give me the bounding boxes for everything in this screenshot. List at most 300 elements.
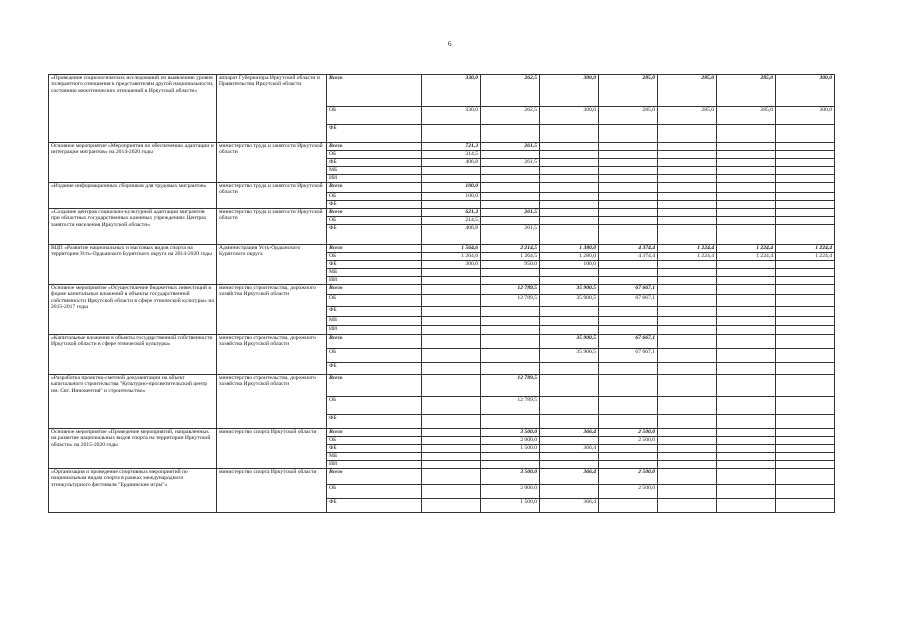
value-cell [481,317,540,326]
value-cell [658,201,717,209]
value-cell: 1 264,5 [481,253,540,261]
value-cell: 366,4 [540,469,599,485]
funding-source-cell: ОБ [327,217,422,225]
value-cell [717,363,776,375]
value-cell: 100,0 [422,193,481,201]
value-cell [658,461,717,469]
value-cell [776,453,835,461]
value-cell [540,375,599,397]
activity-name-cell: «Организация и проведение спортивных мероприятий по национальным видам спорта в рамках международного этнокультурного фестиваля "Ерднинские игры"» [49,469,217,513]
value-cell [658,453,717,461]
value-cell [599,167,658,175]
value-cell [776,317,835,326]
value-cell [422,363,481,375]
table-row [49,429,835,437]
value-cell [717,375,776,397]
value-cell: 2 500,0 [599,469,658,485]
value-cell: 1 224,4 [717,253,776,261]
value-cell [422,295,481,307]
table-row [49,75,835,107]
value-cell [599,277,658,285]
value-cell [658,183,717,193]
value-cell [776,429,835,437]
value-cell [776,261,835,269]
value-cell [717,415,776,429]
value-cell [422,485,481,499]
funding-source-cell: ОБ [327,349,422,363]
value-cell: 366,4 [540,429,599,437]
funding-source-cell: ФБ [327,363,422,375]
value-cell [717,201,776,209]
value-cell [776,307,835,317]
value-cell [540,143,599,151]
value-cell [599,151,658,159]
value-cell: 1 380,0 [540,245,599,253]
value-cell [658,317,717,326]
value-cell: 261,5 [481,159,540,167]
value-cell: 300,0 [540,107,599,125]
activity-name-cell: Основное мероприятие «Проведение мероприятий, направленных на развитие национальных видов спорта на территории Иркутской области» на 2015-2020 годы [49,429,217,469]
value-cell [422,307,481,317]
value-cell [540,277,599,285]
value-cell [422,453,481,461]
value-cell: 1 224,4 [776,245,835,253]
value-cell [658,485,717,499]
activity-name-cell: ВЦП «Развитие национальных и массовых видов спорта на территории Усть-Ордынского Бурятского округа на 2014-2020 годы [49,245,217,285]
value-cell [422,397,481,415]
value-cell [422,469,481,485]
value-cell [599,175,658,183]
value-cell [599,201,658,209]
value-cell [540,415,599,429]
value-cell [422,429,481,437]
value-cell: 330,0 [422,107,481,125]
funding-source-cell: ОБ [327,295,422,307]
table-row [49,335,835,349]
value-cell [599,326,658,335]
value-cell [776,193,835,201]
activity-name-cell: «Создание центров социально-культурной адаптации мигрантов при областных государственных казенных учреждениях Центрах занятости населения Иркутской области» [49,209,217,245]
value-cell [658,469,717,485]
value-cell [717,469,776,485]
value-cell [481,125,540,143]
table-row [49,469,835,485]
value-cell [422,125,481,143]
funding-source-cell: Всего [327,335,422,349]
value-cell: 300,0 [540,75,599,107]
value-cell [776,375,835,397]
value-cell [599,453,658,461]
value-cell [422,167,481,175]
value-cell [717,183,776,193]
value-cell [776,499,835,513]
value-cell [658,295,717,307]
value-cell [422,335,481,349]
value-cell [717,295,776,307]
value-cell [717,307,776,317]
value-cell [658,429,717,437]
value-cell: 406,8 [422,159,481,167]
value-cell: 285,0 [658,107,717,125]
value-cell [599,461,658,469]
executor-cell: Администрация Усть-Ордынского Бурятского округа [217,245,327,285]
funding-source-cell: Всего [327,375,422,397]
funding-source-cell: ОБ [327,437,422,445]
funding-source-cell: ФБ [327,307,422,317]
value-cell [481,307,540,317]
value-cell [658,167,717,175]
value-cell [776,285,835,295]
table-body [49,75,835,513]
value-cell [717,193,776,201]
value-cell: 261,5 [481,143,540,151]
value-cell [481,183,540,193]
value-cell [776,485,835,499]
funding-source-cell: Всего [327,183,422,193]
value-cell: 285,0 [658,75,717,107]
value-cell [540,151,599,159]
value-cell: 300,0 [776,75,835,107]
value-cell [776,201,835,209]
value-cell [776,159,835,167]
value-cell: 100,0 [422,183,481,193]
funding-source-cell: ОБ [327,193,422,201]
value-cell [481,175,540,183]
value-cell [658,415,717,429]
value-cell [540,193,599,201]
value-cell [717,445,776,453]
value-cell [422,349,481,363]
value-cell: 1 224,4 [717,245,776,253]
value-cell: 285,0 [717,75,776,107]
value-cell: 1 224,4 [658,253,717,261]
value-cell [717,461,776,469]
value-cell [599,269,658,277]
funding-source-cell: Всего [327,469,422,485]
value-cell [422,326,481,335]
activity-name-cell: «Издание информационных сборников для трудовых мигрантов» [49,183,217,209]
value-cell: 2 500,0 [599,429,658,437]
value-cell [658,277,717,285]
executor-cell: министерство строительства, дорожного хозяйства Иркутской области [217,375,327,429]
funding-source-cell: ФБ [327,125,422,143]
value-cell [717,326,776,335]
value-cell [540,453,599,461]
value-cell [540,175,599,183]
value-cell [717,317,776,326]
funding-source-cell: ОБ [327,485,422,499]
value-cell [481,335,540,349]
value-cell [658,175,717,183]
value-cell [717,209,776,217]
table-row [49,375,835,397]
value-cell [776,217,835,225]
value-cell [481,363,540,375]
value-cell: 1 224,4 [658,245,717,253]
value-cell [540,461,599,469]
funding-source-cell: ФБ [327,225,422,245]
value-cell [776,469,835,485]
value-cell [658,261,717,269]
value-cell [422,201,481,209]
value-cell [717,217,776,225]
value-cell: 1 500,0 [481,499,540,513]
value-cell: 214,5 [422,217,481,225]
value-cell [717,175,776,183]
value-cell [776,415,835,429]
value-cell [717,277,776,285]
funding-source-cell: Всего [327,143,422,151]
value-cell: 12 789,5 [481,397,540,415]
page-number: 6 [448,40,452,48]
value-cell [481,349,540,363]
funding-source-cell: ИИ [327,175,422,183]
value-cell [717,159,776,167]
value-cell [599,225,658,245]
value-cell [481,461,540,469]
value-cell: 261,5 [481,209,540,217]
funding-source-cell: ФБ [327,261,422,269]
value-cell [658,193,717,201]
value-cell: 12 789,5 [481,295,540,307]
value-cell [717,349,776,363]
value-cell: 285,0 [599,75,658,107]
value-cell [717,261,776,269]
value-cell [717,335,776,349]
funding-source-cell: ИИ [327,326,422,335]
value-cell [658,209,717,217]
value-cell [481,151,540,159]
value-cell [540,183,599,193]
value-cell [540,217,599,225]
executor-cell: министерство спорта Иркутской области [217,429,327,469]
value-cell: 262,5 [481,107,540,125]
value-cell [599,499,658,513]
value-cell: 2 000,0 [481,437,540,445]
value-cell [540,307,599,317]
value-cell [422,445,481,453]
value-cell: 2 500,0 [599,437,658,445]
value-cell [776,335,835,349]
value-cell: 300,0 [422,261,481,269]
funding-source-cell: МБ [327,453,422,461]
value-cell [658,445,717,453]
value-cell [776,125,835,143]
funding-source-cell: ИИ [327,277,422,285]
value-cell [776,151,835,159]
value-cell [776,175,835,183]
value-cell [540,363,599,375]
value-cell: 67 667,1 [599,285,658,295]
value-cell [422,461,481,469]
value-cell [422,415,481,429]
value-cell [481,277,540,285]
value-cell: 1 264,6 [422,253,481,261]
value-cell [776,183,835,193]
executor-cell: министерство труда и занятости Иркутской области [217,143,327,183]
funding-source-cell: ОБ [327,253,422,261]
value-cell: 67 667,1 [599,349,658,363]
value-cell: 621,3 [422,209,481,217]
funding-source-cell: Всего [327,285,422,295]
executor-cell: министерство строительства, дорожного хозяйства Иркутской области [217,285,327,335]
value-cell: 67 667,1 [599,295,658,307]
value-cell [422,175,481,183]
funding-source-cell: ФБ [327,201,422,209]
executor-cell: министерство спорта Иркутской области [217,469,327,513]
value-cell [776,269,835,277]
value-cell [540,485,599,499]
value-cell [717,437,776,445]
value-cell [540,326,599,335]
funding-source-cell: ИИ [327,461,422,469]
value-cell: 285,0 [717,107,776,125]
value-cell [599,143,658,151]
table-row [49,143,835,151]
value-cell [540,125,599,143]
executor-cell: министерство труда и занятости Иркутской области [217,209,327,245]
table-row [49,183,835,193]
value-cell [776,461,835,469]
value-cell [776,209,835,217]
value-cell: 35 900,5 [540,295,599,307]
value-cell [658,349,717,363]
funding-source-cell: Всего [327,429,422,437]
value-cell [776,295,835,307]
value-cell [540,225,599,245]
table-row [49,209,835,217]
value-cell [599,125,658,143]
value-cell [776,349,835,363]
value-cell: 1 280,0 [540,253,599,261]
value-cell [658,363,717,375]
funding-source-cell: ФБ [327,499,422,513]
value-cell: 4 374,4 [599,245,658,253]
value-cell [599,445,658,453]
funding-source-cell: МБ [327,317,422,326]
value-cell: 285,0 [599,107,658,125]
value-cell [717,499,776,513]
value-cell [540,201,599,209]
value-cell [658,151,717,159]
value-cell [540,397,599,415]
value-cell: 3 500,0 [481,469,540,485]
value-cell [717,397,776,415]
value-cell [776,437,835,445]
value-cell [717,269,776,277]
value-cell [481,453,540,461]
value-cell [658,335,717,349]
value-cell: 1 500,0 [481,445,540,453]
value-cell [776,397,835,415]
funding-source-cell: Всего [327,209,422,217]
value-cell: 2 500,0 [599,485,658,499]
value-cell [776,363,835,375]
value-cell: 300,0 [776,107,835,125]
value-cell [599,363,658,375]
activity-name-cell: Основное мероприятие «Осуществление бюджетных инвестиций в форме капитальных вложений в объекты государственной собственности Иркутской области в сфере этнической культуры» на 2015-2017 годы [49,285,217,335]
value-cell [776,167,835,175]
value-cell [481,415,540,429]
value-cell: 1 564,6 [422,245,481,253]
value-cell: 35 900,5 [540,349,599,363]
value-cell [599,397,658,415]
value-cell [481,193,540,201]
value-cell [599,159,658,167]
value-cell [540,167,599,175]
value-cell [717,151,776,159]
funding-source-cell: ФБ [327,415,422,429]
value-cell: 1 224,4 [776,253,835,261]
value-cell [717,453,776,461]
value-cell [658,307,717,317]
funding-source-cell: МБ [327,167,422,175]
funding-source-cell: ОБ [327,397,422,415]
value-cell [599,261,658,269]
value-cell: 366,4 [540,445,599,453]
activity-name-cell: «Разработка проектно-сметной документации на объект капитального строительства "Культурно-просветительский центр им. Свт. Иннокентия" и строительство» [49,375,217,429]
value-cell [599,183,658,193]
value-cell: 406,8 [422,225,481,245]
funding-source-cell: МБ [327,269,422,277]
funding-source-cell: Всего [327,75,422,107]
value-cell [422,499,481,513]
value-cell: 12 789,5 [481,375,540,397]
value-cell: 35 900,5 [540,285,599,295]
value-cell: 67 667,1 [599,335,658,349]
value-cell [776,326,835,335]
value-cell [422,285,481,295]
value-cell: 366,4 [540,499,599,513]
value-cell [481,217,540,225]
table-row [49,285,835,295]
value-cell [717,125,776,143]
value-cell [599,317,658,326]
value-cell [658,326,717,335]
value-cell [481,167,540,175]
value-cell [599,415,658,429]
value-cell [599,375,658,397]
value-cell [658,397,717,415]
value-cell: 4 374,4 [599,253,658,261]
value-cell [776,445,835,453]
value-cell: 12 789,5 [481,285,540,295]
value-cell [481,201,540,209]
value-cell [599,217,658,225]
value-cell [540,209,599,217]
value-cell [540,269,599,277]
value-cell [540,159,599,167]
executor-cell: аппарат Губернатора Иркутской области и Правительства Иркутской области [217,75,327,143]
value-cell [481,326,540,335]
value-cell [481,269,540,277]
activity-name-cell: «Проведение социологических исследований по выявлению уровня толерантного отношения к представителям другой национальности, состоянию межэтнических отношений в Иркутской области» [49,75,217,143]
value-cell [658,159,717,167]
value-cell [658,217,717,225]
value-cell: 3 500,0 [481,429,540,437]
value-cell [658,125,717,143]
value-cell [776,225,835,245]
value-cell [717,285,776,295]
value-cell [422,317,481,326]
value-cell: 261,5 [481,225,540,245]
value-cell [658,285,717,295]
value-cell [717,167,776,175]
value-cell: 100,0 [540,261,599,269]
value-cell [599,307,658,317]
value-cell: 2 214,5 [481,245,540,253]
value-cell [658,143,717,151]
